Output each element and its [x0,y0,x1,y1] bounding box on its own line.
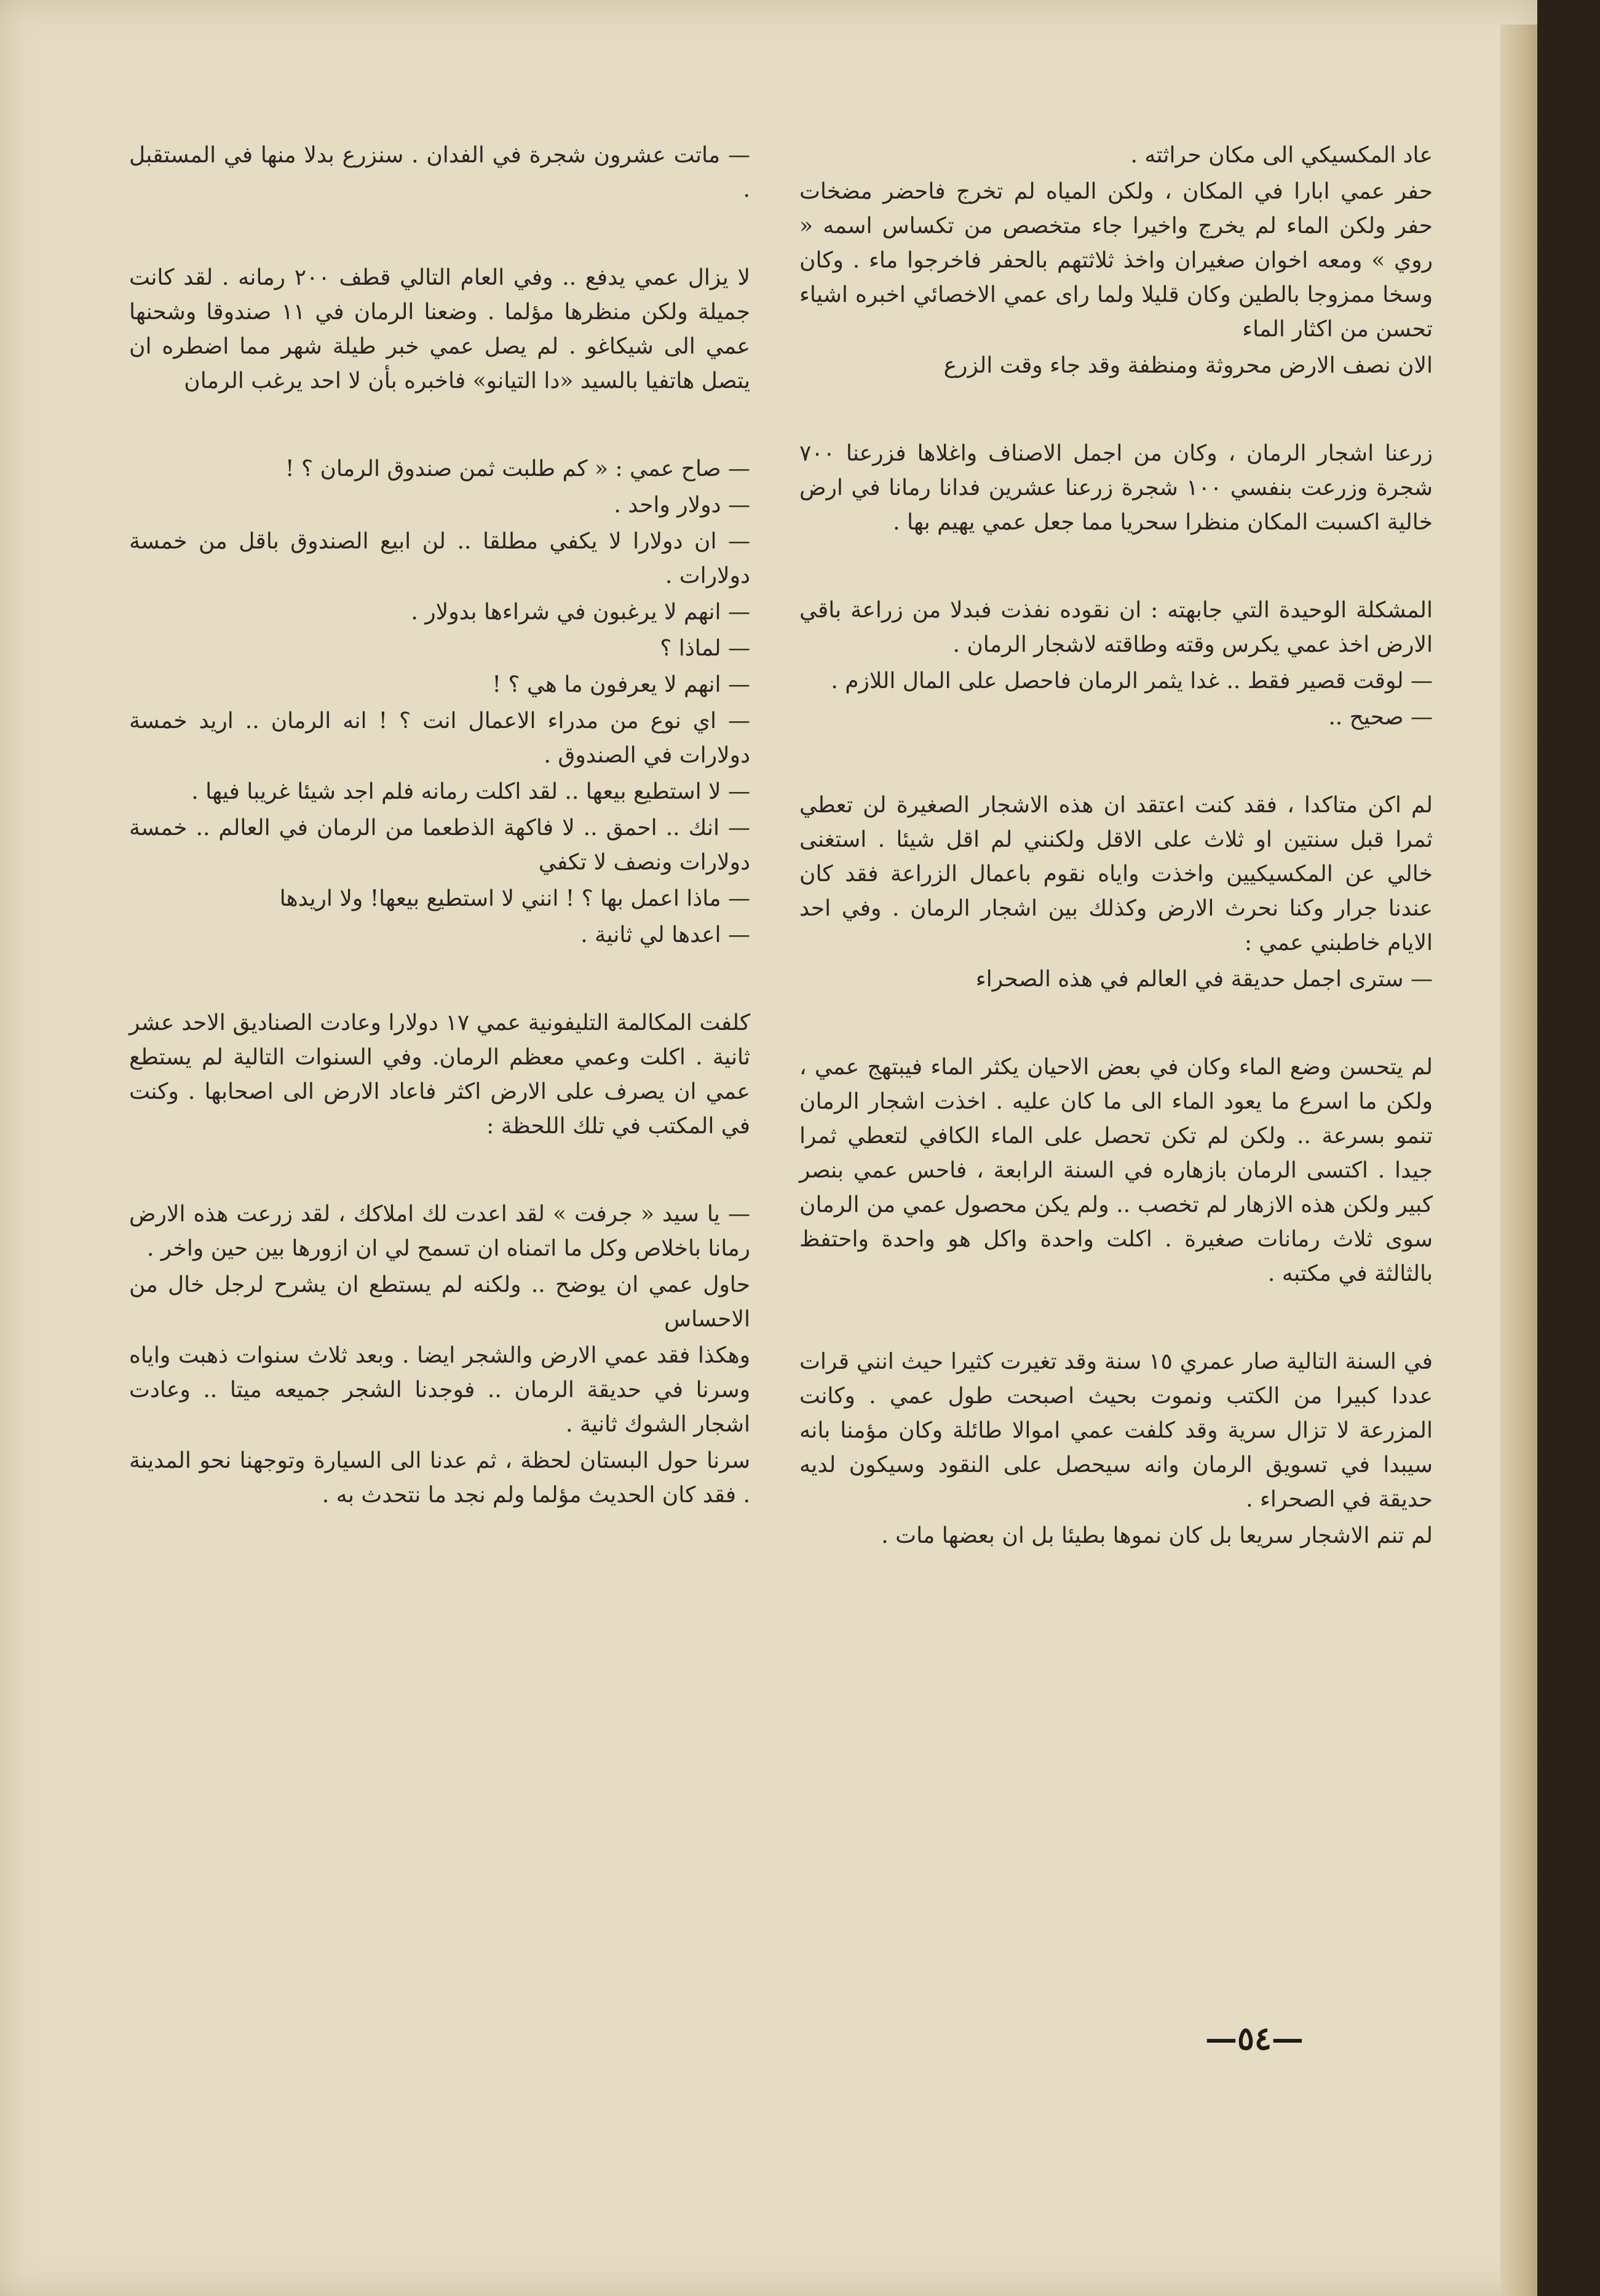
text-block [129,138,750,207]
text-block [129,261,750,398]
paragraph: لم يتحسن وضع الماء وكان في بعض الاحيان يكثر الماء فيبتهج عمي ، ولكن ما اسرع ما يعود الماء الى ما كان عليه . اخذت اشجار الرمان تنمو بسرعة .. ولكن لم تكن تحصل على الماء الكافي لتعطي ثمرا جيدا . اكتسى الرمان بازهاره في السنة الرابعة ، فاحس عمي بنصر كبير ولكن هذه الازهار لم تخصب .. ولم يكن محصول عمي من الرمان سوى ثلاث رمانات صغيرة . اكلت واحدة واكل هو واحدة واحتفظ بالثالثة في مكتبه . [799,1055,1433,1286]
paragraph: زرعنا اشجار الرمان ، وكان من اجمل الاصناف واغلاها فزرعنا ٧٠٠ شجرة وزرعت بنفسي ١٠٠ شجرة زرعنا عشرين فدانا رمانا في ارض خالية اكسبت المكان منظرا سحريا مما جعل عمي يهيم بها . [799,441,1433,535]
paragraph: المشكلة الوحيدة التي جابهته : ان نقوده نفذت فبدلا من زراعة باقي الارض اخذ عمي يكرس وقته وطاقته لاشجار الرمان . [799,598,1433,657]
dialogue-line: — انهم لا يعرفون ما هي ؟ ! [492,672,750,697]
paragraph: الان نصف الارض محروثة ومنظفة وقد جاء وقت الزرع [943,353,1433,378]
paragraph: — لوقت قصير فقط .. غدا يثمر الرمان فاحصل على المال اللازم . [831,668,1433,694]
dialogue-block [129,452,750,952]
text-block [799,1345,1433,1553]
block-gap [799,999,1433,1050]
paragraph: سرنا حول البستان لحظة ، ثم عدنا الى السيارة وتوجهنا نحو المدينة . فقد كان الحديث مؤلما ولم نجد ما نتحدث به . [129,1448,750,1508]
paragraph: في السنة التالية صار عمري ١٥ سنة وقد تغيرت كثيرا حيث انني قرات عددا كبيرا من الكتب ونموت بحيث اصبحت طول عمي . وكانت المزرعة لا تزال سرية وقد كلفت عمي اموالا طائلة وكان مؤمنا بانه سيبدا في تسويق الرمان وانه سيحصل على النقود وسيكون لديه حديقة في الصحراء . [799,1349,1433,1512]
block-gap [129,954,750,1006]
text-block [799,1050,1433,1291]
block-gap [799,737,1433,788]
paragraph: حفر عمي ابارا في المكان ، ولكن المياه لم تخرج فاحضر مضخات حفر ولكن الماء لم يخرج واخيرا جاء متخصص من تكساس اسمه « روي » ومعه اخوان صغيران واخذ ثلاثتهم بالحفر فاخرجوا ماء . وكان وسخا ممزوجا بالطين وكان قليلا ولما راى عمي الاخصائي اخبره اشياء تحسن من اكثار الماء [799,179,1433,342]
paragraph: — سترى اجمل حديقة في العالم في هذه الصحراء [975,967,1433,992]
left-text-column [129,138,750,1514]
dialogue-line: — دولار واحد . [614,493,750,518]
paragraph: وهكذا فقد عمي الارض والشجر ايضا . وبعد ثلاث سنوات ذهبت واياه وسرنا في حديقة الرمان .. فوجدنا الشجر جميعه ميتا .. وعادت اشجار الشوك ثانية . [129,1343,750,1437]
block-gap [799,385,1433,437]
right-text-column [799,138,1433,1555]
page-number: —٥٤— [1205,2020,1304,2057]
paragraph: — ماتت عشرون شجرة في الفدان . سنزرع بدلا منها في المستقبل . [129,143,750,202]
text-block [799,437,1433,540]
block-gap [799,1293,1433,1345]
paragraph: — صحيح .. [1328,705,1433,730]
block-gap [129,209,750,261]
paragraph: لم تنم الاشجار سريعا بل كان نموها بطيئا بل ان بعضها مات . [881,1523,1433,1548]
text-block [799,788,1433,997]
paragraph: عاد المكسيكي الى مكان حراثته . [1130,143,1433,168]
paragraph: كلفت المكالمة التليفونية عمي ١٧ دولارا وعادت الصناديق الاحد عشر ثانية . اكلت وعمي معظم الرمان. وفي السنوات التالية لم يستطع عمي ان يصرف على الارض اكثر فاعاد الارض الى اصحابها . وكنت في المكتب في تلك اللحظة : [129,1010,750,1139]
paragraph: لم اكن متاكدا ، فقد كنت اعتقد ان هذه الاشجار الصغيرة لن تعطي ثمرا قبل سنتين او ثلاث على الاقل ولكنني لم اقل شيئا . استغنى خالي عن المكسيكيين واخذت واياه نقوم باعمال الزراعة فقد كان عندنا جرار وكنا نحرث الارض وكذلك بين اشجار الرمان . وفي احد الايام خاطبني عمي : [799,793,1433,956]
dialogue-line: — انك .. احمق .. لا فاكهة الذطعما من الرمان في العالم .. خمسة دولارات ونصف لا تكفي [129,815,750,875]
paragraph: لا يزال عمي يدفع .. وفي العام التالي قطف ٢٠٠ رمانه . لقد كانت جميلة ولكن منظرها مؤلما . وضعنا الرمان في ١١ صندوقا وشحنها عمي الى شيكاغو . لم يصل عمي خبر طيلة شهر مما اضطره ان يتصل هاتفيا بالسيد «دا التيانو» فاخبره بأن لا احد يرغب الرمان [129,265,751,394]
dialogue-line: — اي نوع من مدراء الاعمال انت ؟ ! انه الرمان .. اريد خمسة دولارات في الصندوق . [129,708,750,768]
text-block [799,593,1433,735]
block-gap [129,400,750,452]
text-block [129,1197,750,1513]
text-block [129,1006,750,1144]
dialogue-line: — اعدها لي ثانية . [580,922,750,948]
block-gap [129,1146,750,1197]
block-gap [799,542,1433,593]
dialogue-line: — لا استطيع بيعها .. لقد اكلت رمانه فلم اجد شيئا غريبا فيها . [191,779,750,804]
dialogue-line: — ان دولارا لا يكفي مطلقا .. لن ابيع الصندوق باقل من خمسة دولارات . [129,529,750,588]
dialogue-line: — لماذا ؟ [660,636,750,661]
dialogue-line: — ماذا اعمل بها ؟ ! انني لا استطيع بيعها! ولا اريدها [279,886,750,911]
paragraph: حاول عمي ان يوضح .. ولكنه لم يستطع ان يشرح لرجل خال من الاحساس [129,1272,750,1332]
page-stack-edge [1500,25,1537,2296]
text-block [799,138,1433,383]
paragraph: — يا سيد « جرفت » لقد اعدت لك املاكك ، لقد زرعت هذه الارض رمانا باخلاص وكل ما اتمناه ان تسمح لي ان ازورها بين حين واخر . [129,1201,750,1261]
dialogue-line: — انهم لا يرغبون في شراءها بدولار . [411,600,750,625]
dialogue-line: — صاح عمي : « كم طلبت ثمن صندوق الرمان ؟ ! [285,456,750,481]
